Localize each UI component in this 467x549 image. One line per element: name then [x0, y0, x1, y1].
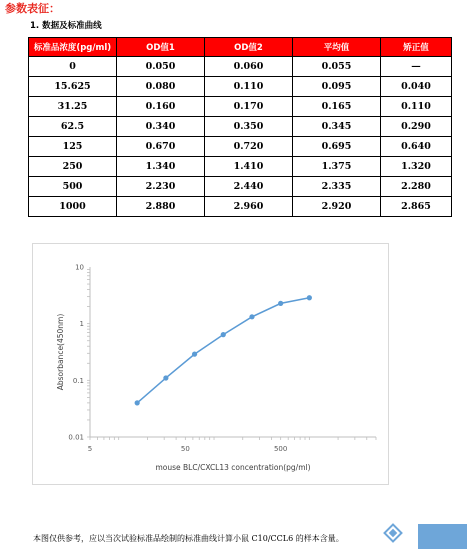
table-cell: 0.110	[381, 97, 452, 117]
x-tick-label: 500	[273, 445, 288, 453]
table-cell: 0.695	[293, 137, 381, 157]
table-cell: 0.080	[117, 77, 205, 97]
table-cell: 0.640	[381, 137, 452, 157]
table-cell: 0.345	[293, 117, 381, 137]
standard-data-table	[28, 37, 452, 217]
table-cell: 0.040	[381, 77, 452, 97]
page-heading: 参数表征：	[5, 2, 60, 15]
table-cell: 15.625	[29, 77, 117, 97]
header-concentration: 标准品浓度(pg/ml)	[29, 38, 117, 57]
table-cell: 0.170	[205, 97, 293, 117]
table-cell: 31.25	[29, 97, 117, 117]
data-point	[163, 375, 168, 380]
table-cell: 2.920	[293, 197, 381, 217]
y-tick-label: 0.1	[72, 376, 84, 385]
section-title: 1. 数据及标准曲线	[30, 21, 102, 31]
table-cell: 250	[29, 157, 117, 177]
footnote: 本图仅供参考，应以当次试验标准品绘制的标准曲线计算小鼠 C10/CCL6 的样本含量。	[33, 534, 344, 543]
series-layer	[135, 295, 312, 405]
table-cell: 2.230	[117, 177, 205, 197]
axes-layer	[90, 267, 376, 437]
table-cell: 2.440	[205, 177, 293, 197]
table-cell: 2.880	[117, 197, 205, 217]
data-point	[135, 400, 140, 405]
table-cell: 0.350	[205, 117, 293, 137]
table-row	[29, 117, 452, 137]
table-cell: 500	[29, 177, 117, 197]
share-icon[interactable]	[382, 522, 404, 544]
y-tick-label: 10	[75, 263, 84, 272]
data-point	[221, 332, 226, 337]
table-cell: —	[381, 57, 452, 77]
table-cell: 0.060	[205, 57, 293, 77]
table-cell: 0.290	[381, 117, 452, 137]
table-cell: 0.340	[117, 117, 205, 137]
x-tick-label: 50	[180, 445, 190, 453]
table-row	[29, 57, 452, 77]
table-cell: 2.960	[205, 197, 293, 217]
data-point	[278, 301, 283, 306]
table-cell: 0.055	[293, 57, 381, 77]
table-cell: 1.320	[381, 157, 452, 177]
table-cell: 0.110	[205, 77, 293, 97]
x-tick-label: 5	[87, 445, 93, 453]
floating-widget-button[interactable]	[418, 524, 467, 549]
table-cell: 0.720	[205, 137, 293, 157]
table-cell: 125	[29, 137, 117, 157]
table-row	[29, 137, 452, 157]
table-row	[29, 77, 452, 97]
table-cell: 0.670	[117, 137, 205, 157]
table-cell: 1000	[29, 197, 117, 217]
table-row	[29, 197, 452, 217]
chart-svg	[33, 244, 388, 484]
data-point	[192, 352, 197, 357]
table-row	[29, 177, 452, 197]
y-axis-title: Absorbance(450nm)	[56, 313, 65, 391]
y-tick-label: 1	[79, 320, 84, 329]
series-line	[137, 298, 309, 403]
table-cell: 1.410	[205, 157, 293, 177]
table-row	[29, 157, 452, 177]
table-cell: 0.095	[293, 77, 381, 97]
data-point	[307, 295, 312, 300]
table-cell: 0.160	[117, 97, 205, 117]
table-cell: 62.5	[29, 117, 117, 137]
header-corrected: 矫正值	[381, 38, 452, 57]
table-header-row	[29, 38, 452, 57]
table-cell: 2.280	[381, 177, 452, 197]
table-cell: 1.340	[117, 157, 205, 177]
header-od2: OD值2	[205, 38, 293, 57]
table-cell: 0.050	[117, 57, 205, 77]
header-average: 平均值	[293, 38, 381, 57]
table-body	[29, 57, 452, 217]
table-cell: 0.165	[293, 97, 381, 117]
table-cell: 1.375	[293, 157, 381, 177]
ticks-layer	[68, 264, 376, 454]
table-cell: 2.335	[293, 177, 381, 197]
data-point	[249, 314, 254, 319]
standard-curve-chart	[32, 243, 389, 485]
x-axis-title: mouse BLC/CXCL13 concentration(pg/ml)	[155, 463, 311, 472]
y-tick-label: 0.01	[68, 433, 84, 442]
header-od1: OD值1	[117, 38, 205, 57]
table-row	[29, 97, 452, 117]
table-cell: 0	[29, 57, 117, 77]
table-cell: 2.865	[381, 197, 452, 217]
